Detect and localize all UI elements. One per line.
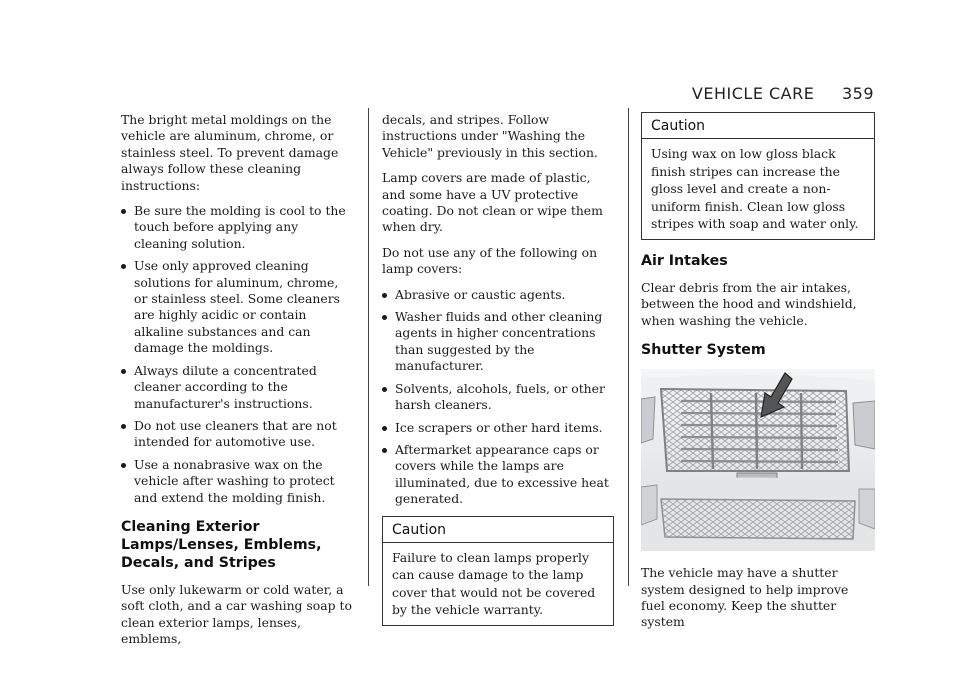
moldings-intro: The bright metal moldings on the vehicle are aluminum, chrome, or stainless steel. To prevent damage always follow these cleaning instructions: (121, 112, 339, 193)
page-number: 359 (841, 84, 874, 103)
lamp-covers-bullet-list (382, 287, 614, 508)
caution-title: Caution (383, 517, 613, 543)
heading-air-intakes: Air Intakes (641, 252, 728, 269)
list-item: Use a nonabrasive wax on the vehicle after washing to protect and extend the molding finish. (121, 457, 353, 506)
column-2 (382, 112, 614, 636)
list-item: Do not use cleaners that are not intended for automotive use. (121, 418, 353, 451)
caution-text: Using wax on low gloss black finish stripes can increase the gloss level and create a non-uniform finish. Clean low gloss stripes with soap and water only. (651, 146, 859, 232)
column-1 (121, 112, 353, 657)
section-title: VEHICLE CARE (691, 84, 815, 103)
vehicle-front-grille-illustration (641, 369, 875, 551)
heading-cleaning-lamps: Cleaning Exterior Lamps/Lenses, Emblems, Decals, and Stripes (121, 518, 322, 571)
heading-shutter-system: Shutter System (641, 342, 766, 359)
shutter-system-image (641, 369, 875, 551)
caution-text: Failure to clean lamps properly can cause damage to the lamp cover that would not be covered by the vehicle warranty. (392, 549, 596, 618)
list-item: Be sure the molding is cool to the touch before applying any cleaning solution. (121, 203, 353, 252)
caution-box-wax (641, 112, 875, 240)
list-item: Solvents, alcohols, fuels, or other harsh cleaners. (382, 381, 614, 414)
list-item: Abrasive or caustic agents. (382, 287, 614, 303)
lamp-covers-paragraph: Lamp covers are made of plastic, and some have a UV protective coating. Do not clean or wipe them when dry. (382, 170, 603, 235)
caution-box-lamps (382, 516, 614, 626)
column-3 (641, 112, 875, 640)
air-intakes-paragraph: Clear debris from the air intakes, between the hood and windshield, when washing the vehicle. (641, 279, 857, 328)
column-divider-2 (628, 108, 629, 586)
page-header (692, 84, 874, 103)
decals-paragraph: decals, and stripes. Follow instructions under "Washing the Vehicle" previously in this section. (382, 112, 598, 160)
list-item: Washer fluids and other cleaning agents in higher concentrations than suggested by the manufacturer. (382, 309, 614, 375)
list-item: Use only approved cleaning solutions for aluminum, chrome, or stainless steel. Some cleaners are highly acidic or contain alkaline substances and can damage the moldings. (121, 258, 353, 356)
moldings-bullet-list (121, 203, 353, 506)
list-item: Always dilute a concentrated cleaner according to the manufacturer's instructions. (121, 363, 353, 412)
do-not-use-paragraph: Do not use any of the following on lamp covers: (382, 244, 598, 277)
shutter-paragraph: The vehicle may have a shutter system designed to help improve fuel economy. Keep the shutter system (641, 565, 849, 630)
list-item: Aftermarket appearance caps or covers while the lamps are illuminated, due to excessive heat generated. (382, 442, 614, 508)
list-item: Ice scrapers or other hard items. (382, 420, 614, 436)
column-divider-1 (368, 108, 369, 586)
caution-title: Caution (642, 113, 874, 139)
lamps-paragraph: Use only lukewarm or cold water, a soft cloth, and a car washing soap to clean exterior lamps, lenses, emblems, (121, 581, 352, 647)
